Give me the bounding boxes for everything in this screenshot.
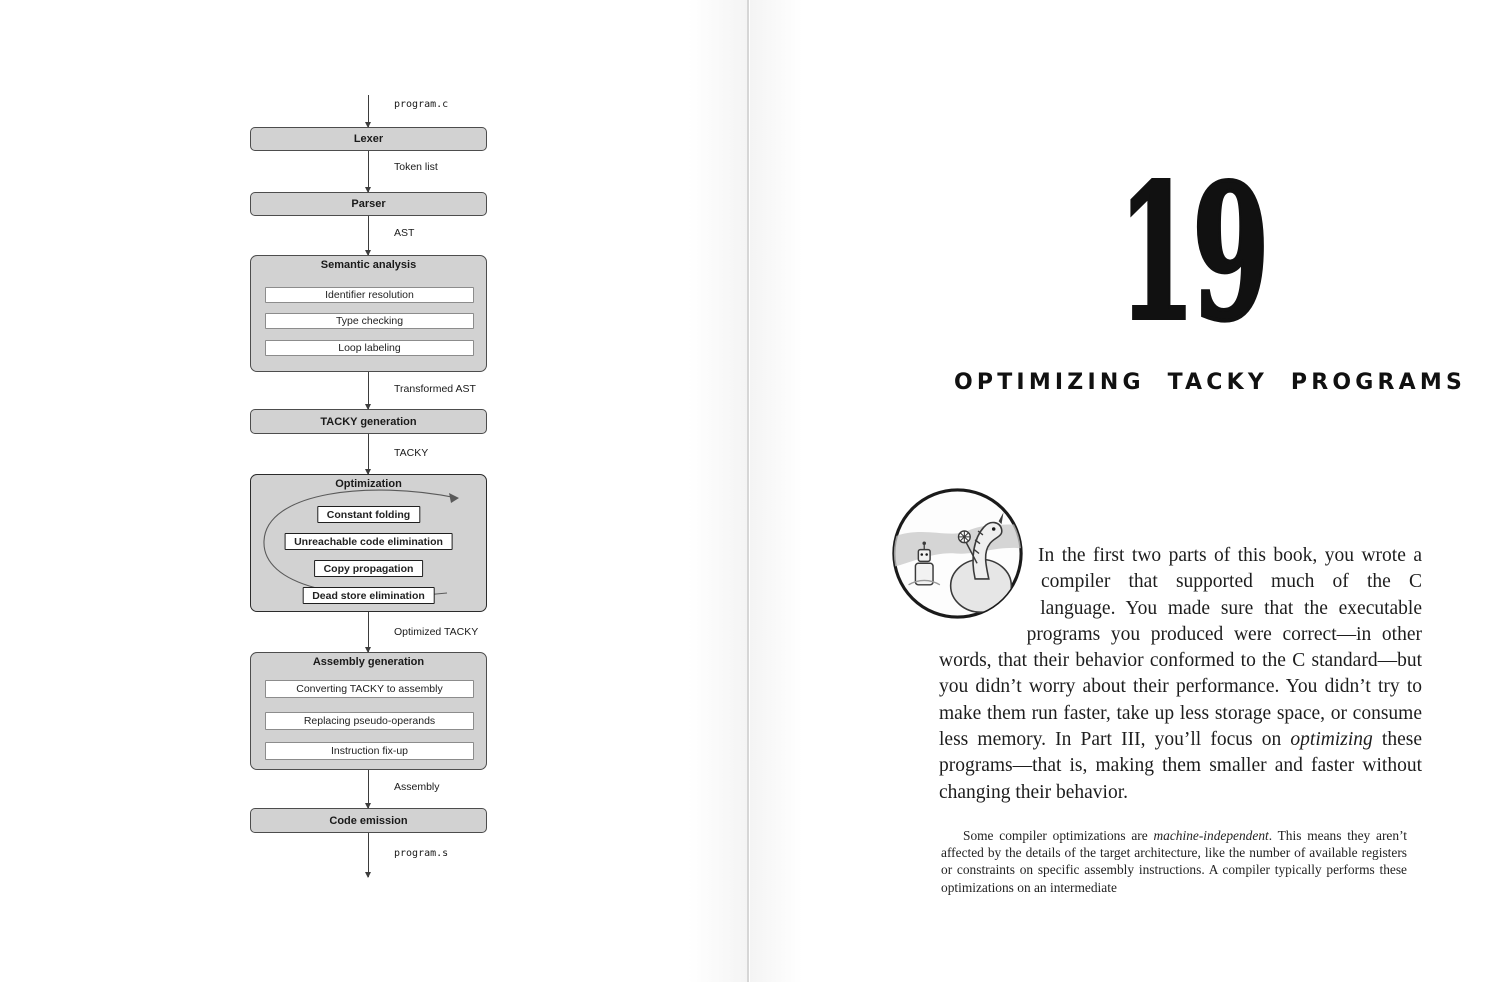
arrow-down-icon: [368, 151, 369, 192]
stage-optimization: [250, 474, 487, 612]
stage-label: TACKY generation: [320, 415, 417, 428]
arrow-down-icon: [368, 770, 369, 808]
chapter-title: OPTIMIZING TACKY PROGRAMS: [954, 370, 1466, 395]
edge-label-assembly: Assembly: [394, 781, 440, 793]
note-text-tail: . This means they aren’t affected by the details of the target architecture, like the number of available registers or constraints on specific assembly instructions. A compiler typically performs these optimizations on an intermediate: [941, 828, 1408, 895]
stage-tacky-generation: [250, 409, 487, 434]
edge-label-transformed-ast: Transformed AST: [394, 383, 476, 395]
arrow-down-icon: [368, 216, 369, 255]
edge-label-token-list: Token list: [394, 161, 438, 173]
stage-semantic-analysis: [250, 255, 487, 372]
substage-label: Constant folding: [326, 508, 411, 521]
dragon-cartoon-icon: [889, 485, 1026, 622]
source-file-label: program.c: [394, 99, 449, 110]
edge-label-ast: AST: [394, 227, 415, 239]
machine-independent-note-paragraph: [941, 827, 1407, 896]
chapter-illustration: [889, 485, 1026, 622]
substage-label: Identifier resolution: [325, 289, 414, 301]
substage-label: Dead store elimination: [312, 589, 425, 602]
stage-lexer: [250, 127, 487, 151]
right-page: [750, 0, 1500, 982]
substage-replacing-pseudo-operands: [265, 712, 474, 730]
arrow-down-icon: [368, 612, 369, 652]
left-page: [0, 0, 748, 982]
group-title: Assembly generation: [312, 656, 425, 668]
stage-assembly-generation: [250, 652, 487, 770]
output-file-label: program.s: [394, 848, 449, 859]
group-title: Optimization: [335, 478, 402, 490]
chapter-number: 19: [1118, 143, 1267, 362]
substage-label: Instruction fix-up: [330, 745, 409, 757]
substage-loop-labeling: [265, 340, 474, 356]
intro-text-tail: these programs—that is, making them smaller and faster without changing their behavior.: [939, 729, 1422, 803]
arrow-down-icon: [368, 95, 369, 127]
substage-label: Unreachable code elimination: [294, 535, 443, 548]
chapter-intro-paragraph: [939, 543, 1422, 806]
stage-parser: [250, 192, 487, 216]
substage-label: Type checking: [335, 315, 404, 327]
edge-label-tacky: TACKY: [394, 447, 429, 459]
arrow-down-icon: [368, 833, 369, 877]
substage-unreachable-code-elimination: [284, 533, 453, 550]
note-text-lead: Some compiler optimizations are: [963, 828, 1154, 843]
arrow-down-icon: [368, 434, 369, 474]
substage-instruction-fixup: [265, 742, 474, 760]
stage-code-emission: [250, 808, 487, 833]
substage-type-checking: [265, 313, 474, 329]
arrow-down-icon: [368, 372, 369, 409]
substage-converting-tacky: [265, 680, 474, 698]
stage-label: Parser: [351, 198, 386, 210]
intro-text-lead: In the first two parts of this book, you wrote a compiler that supported much of the C language. You made sure that the executable programs you produced were correct—in other words, that their behavior conformed to the C standard—but you didn’t worry about their performance. You didn’t try to make them run faster, take up less storage space, or consume less memory. In Part III, you’ll focus on: [939, 545, 1422, 751]
group-title: Semantic analysis: [320, 259, 417, 271]
compiler-pipeline-diagram: [250, 95, 487, 885]
substage-label: Replacing pseudo-operands: [303, 715, 436, 727]
edge-label-optimized-tacky: Optimized TACKY: [394, 626, 479, 638]
substage-copy-propagation: [314, 560, 424, 577]
substage-constant-folding: [317, 506, 420, 523]
substage-dead-store-elimination: [302, 587, 435, 604]
substage-label: Copy propagation: [323, 562, 414, 575]
stage-label: Code emission: [329, 814, 408, 827]
substage-identifier-resolution: [265, 287, 474, 303]
note-italic-term: machine-independent: [1153, 828, 1269, 843]
substage-label: Loop labeling: [338, 342, 401, 354]
intro-italic-term: optimizing: [1290, 729, 1373, 751]
page-gutter: [747, 0, 749, 982]
stage-label: Lexer: [353, 133, 384, 145]
substage-label: Converting TACKY to assembly: [296, 683, 443, 695]
